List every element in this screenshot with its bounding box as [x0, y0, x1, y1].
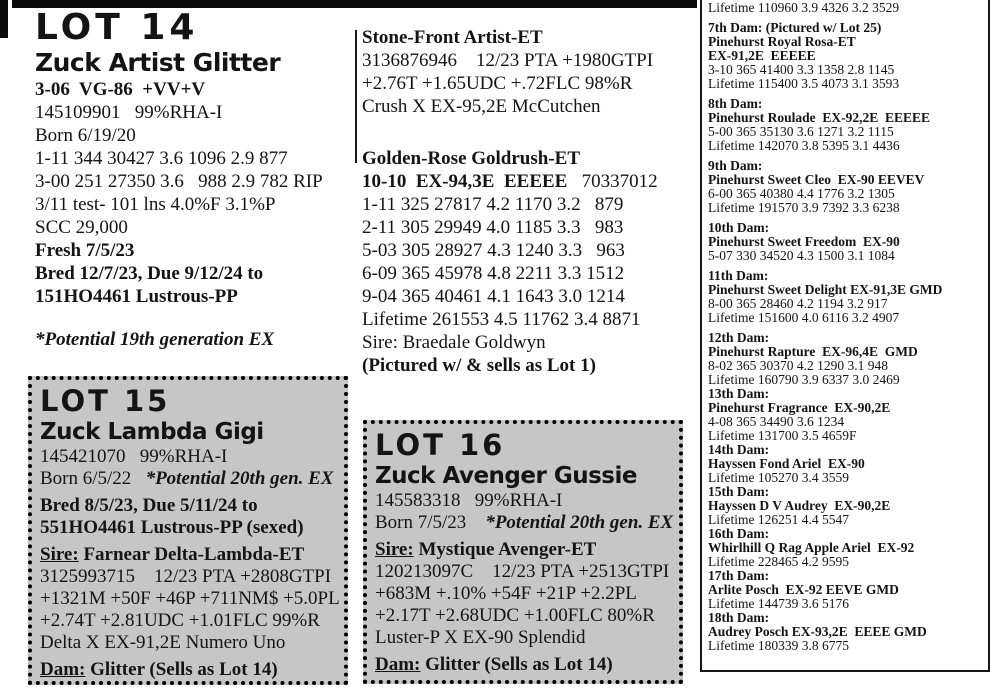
text-segment: Farnear Delta-Lambda-ET: [78, 544, 305, 565]
text-segment: Lifetime 131700 3.5 4659F: [708, 428, 857, 443]
text-line: [708, 1, 986, 15]
lot16-box: [363, 420, 683, 684]
text-segment: Golden-Rose Goldrush-ET: [362, 148, 581, 169]
text-line: [708, 49, 986, 63]
text-segment: Born 7/5/23: [375, 512, 486, 533]
text-line: [708, 471, 986, 485]
text-line: [40, 588, 344, 610]
text-line: [35, 170, 353, 193]
text-segment: Lifetime 151600 4.0 6116 3.2 4907: [708, 310, 900, 325]
text-line: [708, 187, 986, 201]
text-segment: Lifetime 191570 3.9 7392 3.3 6238: [708, 200, 900, 215]
text-line: [708, 173, 986, 187]
text-line: [708, 429, 986, 443]
text-segment: Bred 8/5/23, Due 5/11/24 to: [40, 495, 258, 516]
text-line: [35, 262, 353, 285]
text-line: [375, 490, 679, 512]
lot14-cow-name: Zuck Artist Glitter: [35, 48, 281, 77]
text-line: [708, 331, 986, 345]
text-segment: *Potential 19th generation EX: [35, 329, 275, 350]
text-segment: Hayssen D V Audrey EX-90,2E: [708, 498, 891, 513]
text-segment: Lifetime 126251 4.4 5547: [708, 512, 849, 527]
text-segment: 6-09 365 45978 4.8 2211 3.3 1512: [362, 263, 625, 284]
text-segment: Pinehurst Rapture EX-96,4E GMD: [708, 344, 918, 359]
text-segment: 145109901 99%RHA-I: [35, 102, 223, 123]
column-divider: [355, 30, 357, 163]
text-line: [375, 512, 679, 534]
text-line: [708, 159, 986, 173]
text-line: [375, 583, 679, 605]
text-line: [375, 627, 679, 649]
text-segment: Sire:: [40, 544, 79, 565]
text-segment: 17th Dam:: [708, 568, 770, 583]
text-segment: 145421070 99%RHA-I: [40, 446, 228, 467]
text-line: [708, 639, 986, 653]
text-segment: 7th Dam: (Pictured w/ Lot 25): [708, 20, 882, 35]
text-segment: 5-07 330 34520 4.3 1500 3.1 1084: [708, 248, 895, 263]
text-segment: Hayssen Fond Ariel EX-90: [708, 456, 865, 471]
text-segment: Stone-Front Artist-ET: [362, 27, 543, 48]
text-line: [708, 97, 986, 111]
lot16-details: [375, 490, 679, 676]
text-segment: Glitter (Sells as Lot 14): [420, 654, 613, 675]
text-line: [35, 124, 353, 147]
text-segment: Fresh 7/5/23: [35, 240, 135, 261]
text-segment: Lifetime 160790 3.9 6337 3.0 2469: [708, 372, 900, 387]
text-segment: 12th Dam:: [708, 330, 770, 345]
text-segment: Lifetime 144739 3.6 5176: [708, 596, 849, 611]
text-segment: 3125993715 12/23 PTA +2808GTPI: [40, 566, 332, 587]
text-line: [362, 147, 694, 170]
text-segment: 3-00 251 27350 3.6 988 2.9 782 RIP: [35, 171, 323, 192]
text-segment: Lifetime 115400 3.5 4073 3.1 3593: [708, 76, 900, 91]
lot15-cow-name: Zuck Lambda Gigi: [40, 419, 264, 445]
text-segment: 3136876946 12/23 PTA +1980GTPI: [362, 50, 654, 71]
text-segment: Dam:: [375, 654, 421, 675]
text-line: [35, 239, 353, 262]
text-line: [362, 49, 694, 72]
text-line: [708, 63, 986, 77]
text-segment: Pinehurst Sweet Freedom EX-90: [708, 234, 900, 249]
text-line: [40, 517, 344, 539]
text-line: [40, 566, 344, 588]
text-line: [362, 262, 694, 285]
page-left-border: [0, 0, 8, 38]
text-segment: Luster-P X EX-90 Splendid: [375, 627, 586, 648]
text-segment: 3-06 VG-86 +VV+V: [35, 79, 206, 100]
text-segment: 10-10 EX-94,3E EEEEE: [362, 171, 568, 192]
text-segment: 5-03 305 28927 4.3 1240 3.3 963: [362, 240, 625, 261]
text-line: [362, 308, 694, 331]
text-line: [708, 527, 986, 541]
text-line: [708, 35, 986, 49]
text-line: [362, 239, 694, 262]
text-segment: 1-11 325 27817 4.2 1170 3.2 879: [362, 194, 624, 215]
text-segment: Pinehurst Sweet Cleo EX-90 EEVEV: [708, 172, 925, 187]
text-segment: 3/11 test- 101 lns 4.0%F 3.1%P: [35, 194, 276, 215]
text-segment: Pinehurst Roulade EX-92,2E EEEEE: [708, 110, 931, 125]
text-segment: Delta X EX-91,2E Numero Uno: [40, 632, 286, 653]
text-segment: Lifetime 261553 4.5 11762 3.4 8871: [362, 309, 641, 330]
lot14-heading: LOT 14: [35, 7, 199, 48]
text-line: [362, 95, 694, 118]
text-line: [708, 513, 986, 527]
text-segment: Bred 12/7/23, Due 9/12/24 to: [35, 263, 264, 284]
text-segment: Dam:: [40, 659, 86, 680]
text-segment: Pinehurst Royal Rosa-ET: [708, 34, 856, 49]
text-segment: +2.76T +1.65UDC +.72FLC 98%R: [362, 73, 633, 94]
text-line: [40, 610, 344, 632]
text-segment: 10th Dam:: [708, 220, 770, 235]
text-segment: 4-08 365 34490 3.6 1234: [708, 414, 845, 429]
text-segment: Lifetime 142070 3.8 5395 3.1 4436: [708, 138, 900, 153]
text-segment: 13th Dam:: [708, 386, 770, 401]
text-line: [40, 544, 344, 566]
text-line: [35, 328, 353, 351]
sire-details: [362, 26, 694, 377]
text-segment: 18th Dam:: [708, 610, 770, 625]
text-line: [708, 583, 986, 597]
text-segment: 145583318 99%RHA-I: [375, 490, 563, 511]
text-segment: 14th Dam:: [708, 442, 770, 457]
text-line: [40, 446, 344, 468]
text-line: [708, 269, 986, 283]
text-segment: 8th Dam:: [708, 96, 763, 111]
text-line: [40, 659, 344, 681]
text-line: [708, 499, 986, 513]
text-segment: 5-00 365 35130 3.6 1271 3.2 1115: [708, 124, 894, 139]
text-line: [362, 354, 694, 377]
text-segment: EX-91,2E EEEEE: [708, 48, 816, 63]
text-segment: 8-02 365 30370 4.2 1290 3.1 948: [708, 358, 888, 373]
text-line: [35, 147, 353, 170]
text-line: [708, 443, 986, 457]
text-segment: +1321M +50F +46P +711NM$ +5.0PL: [40, 588, 340, 609]
lot14-section: [35, 8, 353, 351]
text-line: [708, 373, 986, 387]
sire-column: [362, 26, 694, 377]
lot16-heading: LOT 16: [375, 428, 506, 462]
text-line: [708, 569, 986, 583]
text-line: [708, 457, 986, 471]
text-segment: 3-10 365 41400 3.3 1358 2.8 1145: [708, 62, 895, 77]
text-segment: Sire: Braedale Goldwyn: [362, 332, 546, 353]
text-segment: Born 6/19/20: [35, 125, 136, 146]
text-line: [708, 111, 986, 125]
text-segment: 151HO4461 Lustrous-PP: [35, 286, 238, 307]
text-line: [362, 216, 694, 239]
text-line: [40, 495, 344, 517]
text-segment: Lifetime 228465 4.2 9595: [708, 554, 849, 569]
text-line: [35, 216, 353, 239]
text-segment: Pinehurst Sweet Delight EX-91,3E GMD: [708, 282, 943, 297]
text-line: [708, 625, 986, 639]
text-line: [362, 170, 694, 193]
text-line: [375, 561, 679, 583]
text-segment: *Potential 20th gen. EX: [145, 468, 334, 489]
text-segment: 70337012: [567, 171, 658, 192]
text-segment: Lifetime 180339 3.8 6775: [708, 638, 849, 653]
text-line: [708, 221, 986, 235]
text-line: [362, 26, 694, 49]
text-line: [708, 541, 986, 555]
text-segment: Arlite Posch EX-92 EEVE GMD: [708, 582, 899, 597]
dam-history-panel: [700, 0, 990, 672]
text-segment: 8-00 365 28460 4.2 1194 3.2 917: [708, 296, 888, 311]
text-segment: Whirlhill Q Rag Apple Ariel EX-92: [708, 540, 915, 555]
text-segment: SCC 29,000: [35, 217, 128, 238]
text-line: [708, 297, 986, 311]
text-line: [708, 249, 986, 263]
text-segment: 551HO4461 Lustrous-PP (sexed): [40, 517, 304, 538]
text-segment: Sire:: [375, 539, 414, 560]
text-segment: Lifetime 110960 3.9 4326 3.2 3529: [708, 0, 900, 15]
text-line: [362, 193, 694, 216]
text-line: [708, 77, 986, 91]
text-line: [708, 201, 986, 215]
text-line: [35, 193, 353, 216]
text-line: [708, 597, 986, 611]
text-segment: Pinehurst Fragrance EX-90,2E: [708, 400, 891, 415]
lot16-cow-name: Zuck Avenger Gussie: [375, 463, 637, 489]
text-line: [375, 605, 679, 627]
text-segment: +2.17T +2.68UDC +1.00FLC 80%R: [375, 605, 655, 626]
text-segment: +2.74T +2.81UDC +1.01FLC 99%R: [40, 610, 320, 631]
text-segment: Crush X EX-95,2E McCutchen: [362, 96, 601, 117]
text-line: [708, 401, 986, 415]
lot15-heading: LOT 15: [40, 384, 171, 418]
text-line: [708, 387, 986, 401]
text-line: [40, 468, 344, 490]
text-segment: Audrey Posch EX-93,2E EEEE GMD: [708, 624, 927, 639]
text-segment: 6-00 365 40380 4.4 1776 3.2 1305: [708, 186, 895, 201]
text-segment: 2-11 305 29949 4.0 1185 3.3 983: [362, 217, 624, 238]
text-line: [708, 359, 986, 373]
dam-history-lines: [708, 1, 986, 653]
lot15-box: [28, 376, 348, 685]
text-line: [708, 125, 986, 139]
lot15-details: [40, 446, 344, 681]
text-line: [708, 235, 986, 249]
text-segment: 16th Dam:: [708, 526, 770, 541]
text-line: [708, 611, 986, 625]
text-segment: (Pictured w/ & sells as Lot 1): [362, 355, 596, 376]
text-line: [35, 285, 353, 308]
text-segment: Mystique Avenger-ET: [413, 539, 597, 560]
text-segment: 11th Dam:: [708, 268, 769, 283]
text-segment: 15th Dam:: [708, 484, 770, 499]
text-line: [35, 101, 353, 124]
text-line: [362, 72, 694, 95]
text-line: [708, 485, 986, 499]
text-line: [40, 632, 344, 654]
text-segment: 120213097C 12/23 PTA +2513GTPI: [375, 561, 670, 582]
text-segment: 9th Dam:: [708, 158, 763, 173]
text-line: [362, 285, 694, 308]
text-segment: +683M +.10% +54F +21P +2.2PL: [375, 583, 637, 604]
lot14-details: [35, 78, 353, 351]
text-segment: *Potential 20th gen. EX: [485, 512, 674, 533]
text-line: [375, 654, 679, 676]
text-segment: 1-11 344 30427 3.6 1096 2.9 877: [35, 148, 288, 169]
text-line: [708, 345, 986, 359]
text-line: [708, 21, 986, 35]
text-line: [708, 311, 986, 325]
text-line: [362, 331, 694, 354]
text-line: [708, 139, 986, 153]
text-line: [375, 539, 679, 561]
text-line: [708, 555, 986, 569]
text-line: [708, 415, 986, 429]
text-line: [35, 78, 353, 101]
text-line: [708, 283, 986, 297]
text-segment: Lifetime 105270 3.4 3559: [708, 470, 849, 485]
text-segment: Born 6/5/22: [40, 468, 146, 489]
text-segment: Glitter (Sells as Lot 14): [85, 659, 278, 680]
text-segment: 9-04 365 40461 4.1 1643 3.0 1214: [362, 286, 625, 307]
